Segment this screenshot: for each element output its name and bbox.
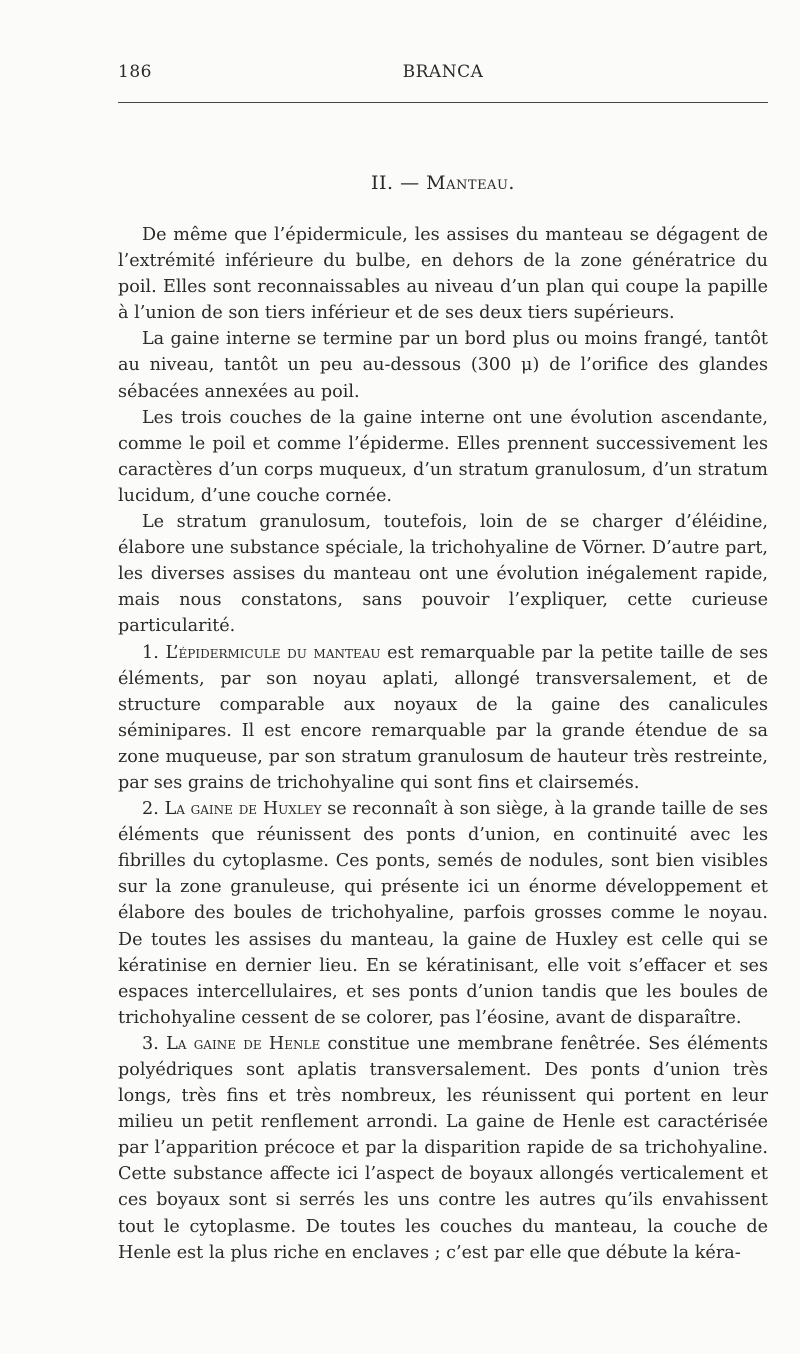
item-heading: L’épidermicule du manteau [165,642,381,663]
item-body: est remarquable par la petite taille de ses éléments, par son noyau aplati, allongé transversalement, et de structure comparable aux noyaux de la gaine des canalicules séminipares. Il est encore remarquable par la grande étendue de sa zone muqueuse, par son stratum granulosum de hauteur très restreinte, par ses grains de trichohyaline qui sont fins et clairsemés. [118,642,769,793]
paragraph: Le stratum granulosum, toutefois, loin de se charger d’éléidine, élabore une substance spéciale, la trichohyaline de Vörner. D’autre part, les diverses assises du manteau ont une évolution inégalement rapide, mais nous constatons, sans pouvoir l’expliquer, cette curieuse particularité. [118,512,768,637]
item-body: se reconnaît à son siège, à la grande taille de ses éléments que réunissent des ponts d’union, en continuité avec les fibrilles du cytoplasme. Ces ponts, semés de nodules, sont bien visibles sur la zone granuleuse, qui présente ici un énorme développement et élabore des boules de trichohyaline, parfois grosses comme le noyau. De toutes les assises du manteau, la gaine de Huxley est celle qui se kératinise en dernier lieu. En se kératinisant, elle voit s’effacer et ses espaces intercellulaires, et ses ponts d’union tandis que les boules de trichohyaline cessent de se colorer, pas l’éosine, avant de disparaître. [118,799,769,1028]
body-text [118,222,768,1266]
numbered-paragraph [118,640,768,797]
paragraph: La gaine interne se termine par un bord plus ou moins frangé, tantôt au niveau, tantôt un peu au-dessous (300 μ) de l’orifice des glandes sébacées annexées au poil. [118,329,768,402]
running-title: BRANCA [402,62,484,82]
item-heading: La gaine de Huxley [164,799,322,820]
section-title: II. — Manteau. [371,172,515,194]
item-number: 3. [142,1033,159,1054]
item-body: constitue une membrane fenêtrée. Ses éléments polyédriques sont aplatis transversalement. Des ponts d’union très longs, très fins et très nombreux, les réunissent qui portent en leur milieu un petit renflement arrondi. La gaine de Henle est caractérisée par l’apparition précoce et par la disparition rapide de sa trichohyaline. Cette substance affecte ici l’aspect de boyaux allongés verticalement et ces boyaux sont si serrés les uns contre les autres qu’ils envahissent tout le cytoplasme. De toutes les couches du manteau, la couche de Henle est la plus riche en enclaves ; c’est par elle que débute la kéra- [118,1033,769,1263]
numbered-paragraph [118,796,768,1031]
paragraph: Les trois couches de la gaine interne ont une évolution ascendante, comme le poil et comme l’épiderme. Elles prennent successivement les caractères d’un corps muqueux, d’un stratum granulosum, d’un stratum lucidum, d’une couche cornée. [118,407,768,506]
paragraph: De même que l’épidermicule, les assises du manteau se dégagent de l’extrémité inférieure du bulbe, en dehors de la zone génératrice du poil. Elles sont reconnaissables au niveau d’un plan qui coupe la papille à l’union de son tiers inférieur et de ses deux tiers supérieurs. [118,225,768,324]
numbered-paragraph [118,1031,768,1266]
page-number: 186 [118,62,152,82]
header-rule [118,102,768,103]
item-heading: La gaine de Henle [166,1033,321,1054]
item-number: 2. [142,799,159,820]
item-number: 1. [142,642,159,663]
running-head [118,62,768,86]
